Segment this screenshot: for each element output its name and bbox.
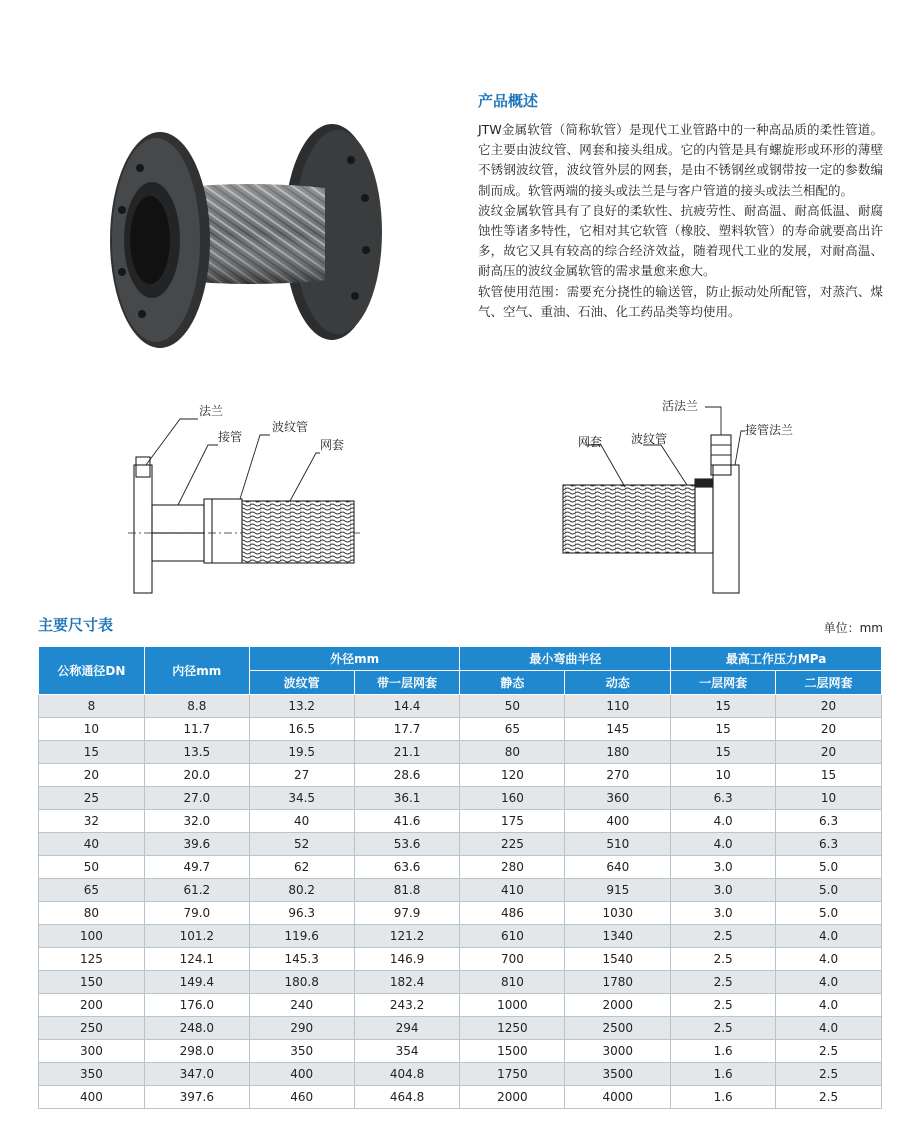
table-cell: 1.6: [671, 1063, 776, 1086]
table-cell: 200: [39, 994, 145, 1017]
table-cell: 4.0: [776, 994, 882, 1017]
table-cell: 225: [460, 833, 565, 856]
table-cell: 53.6: [354, 833, 460, 856]
header-pressure-one: 一层网套: [671, 671, 776, 695]
table-cell: 250: [39, 1017, 145, 1040]
table-row: [39, 948, 882, 971]
label-flange: 法兰: [199, 404, 224, 418]
header-outer-diameter: 外径mm: [249, 647, 460, 671]
table-cell: 120: [460, 764, 565, 787]
table-cell: 146.9: [354, 948, 460, 971]
table-cell: 21.1: [354, 741, 460, 764]
table-cell: 1750: [460, 1063, 565, 1086]
spec-table: [38, 646, 882, 1109]
label-pipe: 接管: [218, 430, 243, 444]
table-cell: 150: [39, 971, 145, 994]
table-cell: 5.0: [776, 879, 882, 902]
table-cell: 36.1: [354, 787, 460, 810]
table-cell: 700: [460, 948, 565, 971]
table-cell: 4.0: [671, 833, 776, 856]
table-cell: 3.0: [671, 902, 776, 925]
table-cell: 3500: [565, 1063, 671, 1086]
table-cell: 145: [565, 718, 671, 741]
table-cell: 10: [671, 764, 776, 787]
table-cell: 14.4: [354, 695, 460, 718]
table-cell: 20.0: [144, 764, 249, 787]
label-bellows-right: 波纹管: [631, 432, 668, 446]
table-cell: 397.6: [144, 1086, 249, 1109]
table-cell: 1000: [460, 994, 565, 1017]
table-cell: 4.0: [671, 810, 776, 833]
table-cell: 175: [460, 810, 565, 833]
table-cell: 2.5: [776, 1040, 882, 1063]
table-cell: 96.3: [249, 902, 354, 925]
table-cell: 61.2: [144, 879, 249, 902]
table-cell: 20: [39, 764, 145, 787]
table-cell: 50: [39, 856, 145, 879]
table-cell: 19.5: [249, 741, 354, 764]
spec-table-body: [39, 695, 882, 1109]
table-row: [39, 994, 882, 1017]
table-cell: 32: [39, 810, 145, 833]
table-cell: 510: [565, 833, 671, 856]
table-cell: 460: [249, 1086, 354, 1109]
table-cell: 350: [249, 1040, 354, 1063]
table-cell: 15: [39, 741, 145, 764]
table-cell: 1.6: [671, 1086, 776, 1109]
table-row: [39, 925, 882, 948]
table-cell: 40: [249, 810, 354, 833]
table-cell: 10: [39, 718, 145, 741]
table-cell: 3.0: [671, 856, 776, 879]
table-cell: 40: [39, 833, 145, 856]
table-cell: 100: [39, 925, 145, 948]
table-cell: 176.0: [144, 994, 249, 1017]
table-cell: 4.0: [776, 971, 882, 994]
table-cell: 270: [565, 764, 671, 787]
table-cell: 4000: [565, 1086, 671, 1109]
table-cell: 34.5: [249, 787, 354, 810]
table-cell: 2.5: [671, 1017, 776, 1040]
overview-title: 产品概述: [478, 92, 539, 110]
table-cell: 20: [776, 718, 882, 741]
label-braid-right: 网套: [578, 435, 603, 449]
table-cell: 354: [354, 1040, 460, 1063]
table-cell: 240: [249, 994, 354, 1017]
table-row: [39, 1086, 882, 1109]
table-cell: 1540: [565, 948, 671, 971]
table-cell: 63.6: [354, 856, 460, 879]
table-cell: 6.3: [776, 833, 882, 856]
table-cell: 360: [565, 787, 671, 810]
unit-label: 单位：mm: [823, 621, 883, 635]
table-cell: 27: [249, 764, 354, 787]
table-cell: 20: [776, 695, 882, 718]
table-cell: 15: [671, 695, 776, 718]
table-cell: 20: [776, 741, 882, 764]
table-cell: 121.2: [354, 925, 460, 948]
table-cell: 13.5: [144, 741, 249, 764]
table-cell: 149.4: [144, 971, 249, 994]
table-row: [39, 833, 882, 856]
table-cell: 8: [39, 695, 145, 718]
product-photo: [100, 110, 390, 350]
table-cell: 4.0: [776, 948, 882, 971]
table-cell: 65: [39, 879, 145, 902]
table-cell: 2500: [565, 1017, 671, 1040]
table-row: [39, 718, 882, 741]
structure-diagram-left: [120, 395, 370, 605]
table-cell: 400: [249, 1063, 354, 1086]
table-row: [39, 764, 882, 787]
header-dn: 公称通径DN: [39, 647, 145, 695]
table-cell: 119.6: [249, 925, 354, 948]
table-cell: 13.2: [249, 695, 354, 718]
structure-diagram-right: [555, 395, 755, 605]
table-cell: 160: [460, 787, 565, 810]
table-cell: 610: [460, 925, 565, 948]
table-cell: 41.6: [354, 810, 460, 833]
table-cell: 65: [460, 718, 565, 741]
table-cell: 2.5: [671, 994, 776, 1017]
header-bend-dynamic: 动态: [565, 671, 671, 695]
table-cell: 4.0: [776, 925, 882, 948]
table-cell: 1.6: [671, 1040, 776, 1063]
header-bend-radius: 最小弯曲半径: [460, 647, 671, 671]
table-cell: 294: [354, 1017, 460, 1040]
table-cell: 3000: [565, 1040, 671, 1063]
table-cell: 400: [565, 810, 671, 833]
table-cell: 16.5: [249, 718, 354, 741]
table-cell: 2.5: [671, 971, 776, 994]
table-cell: 6.3: [776, 810, 882, 833]
table-row: [39, 787, 882, 810]
table-row: [39, 856, 882, 879]
table-row: [39, 1063, 882, 1086]
table-cell: 25: [39, 787, 145, 810]
table-cell: 1340: [565, 925, 671, 948]
table-cell: 39.6: [144, 833, 249, 856]
table-cell: 350: [39, 1063, 145, 1086]
table-cell: 915: [565, 879, 671, 902]
table-cell: 2.5: [776, 1086, 882, 1109]
table-cell: 15: [776, 764, 882, 787]
label-loose-flange: 活法兰: [662, 399, 699, 413]
table-cell: 1500: [460, 1040, 565, 1063]
header-outer-braid: 带一层网套: [354, 671, 460, 695]
table-cell: 810: [460, 971, 565, 994]
table-cell: 486: [460, 902, 565, 925]
table-cell: 640: [565, 856, 671, 879]
table-cell: 11.7: [144, 718, 249, 741]
label-pipe-flange: 接管法兰: [745, 423, 794, 437]
table-row: [39, 695, 882, 718]
table-cell: 27.0: [144, 787, 249, 810]
label-braid: 网套: [320, 438, 345, 452]
table-cell: 8.8: [144, 695, 249, 718]
table-cell: 1250: [460, 1017, 565, 1040]
table-cell: 290: [249, 1017, 354, 1040]
table-cell: 49.7: [144, 856, 249, 879]
table-title: 主要尺寸表: [38, 616, 114, 634]
table-cell: 110: [565, 695, 671, 718]
header-inner-diameter: 内径mm: [144, 647, 249, 695]
table-cell: 97.9: [354, 902, 460, 925]
table-cell: 80: [460, 741, 565, 764]
table-cell: 28.6: [354, 764, 460, 787]
table-cell: 6.3: [671, 787, 776, 810]
table-cell: 2.5: [671, 948, 776, 971]
table-cell: 79.0: [144, 902, 249, 925]
overview-paragraph: 软管使用范围：需要充分挠性的输送管，防止振动处所配管，对蒸汽、煤气、空气、重油、石油、化工药品类等均使用。: [478, 283, 883, 319]
table-cell: 15: [671, 741, 776, 764]
table-cell: 101.2: [144, 925, 249, 948]
table-cell: 124.1: [144, 948, 249, 971]
table-cell: 180: [565, 741, 671, 764]
table-cell: 2000: [460, 1086, 565, 1109]
overview-paragraph: 波纹金属软管具有了良好的柔软性、抗疲劳性、耐高温、耐高低温、耐腐蚀性等诸多特性，它相对其它软管（橡胶、塑料软管）的寿命就要高出许多，故它又具有较高的综合经济效益，随着现代工业的发展，对耐高温、耐高压的波纹金属软管的需求量愈来愈大。: [478, 202, 883, 279]
header-outer-bellows: 波纹管: [249, 671, 354, 695]
header-max-pressure: 最高工作压力MPa: [671, 647, 882, 671]
table-row: [39, 741, 882, 764]
label-bellows: 波纹管: [272, 420, 309, 434]
table-cell: 243.2: [354, 994, 460, 1017]
table-cell: 145.3: [249, 948, 354, 971]
table-cell: 180.8: [249, 971, 354, 994]
table-cell: 80.2: [249, 879, 354, 902]
table-cell: 62: [249, 856, 354, 879]
table-cell: 182.4: [354, 971, 460, 994]
table-row: [39, 902, 882, 925]
table-cell: 248.0: [144, 1017, 249, 1040]
table-cell: 81.8: [354, 879, 460, 902]
table-cell: 4.0: [776, 1017, 882, 1040]
table-row: [39, 879, 882, 902]
table-cell: 2000: [565, 994, 671, 1017]
header-pressure-two: 二层网套: [776, 671, 882, 695]
table-cell: 80: [39, 902, 145, 925]
table-cell: 404.8: [354, 1063, 460, 1086]
table-cell: 32.0: [144, 810, 249, 833]
table-cell: 2.5: [776, 1063, 882, 1086]
table-cell: 5.0: [776, 902, 882, 925]
table-cell: 52: [249, 833, 354, 856]
overview-text: [478, 120, 883, 322]
table-cell: 347.0: [144, 1063, 249, 1086]
table-cell: 2.5: [671, 925, 776, 948]
overview-paragraph: JTW金属软管（简称软管）是现代工业管路中的一种高品质的柔性管道。它主要由波纹管、网套和接头组成。它的内管是具有螺旋形或环形的薄壁不锈钢波纹管，波纹管外层的网套，是由不锈钢丝或钢带按一定的参数编制而成。软管两端的接头或法兰是与客户管道的接头或法兰相配的。: [478, 122, 883, 198]
table-cell: 1030: [565, 902, 671, 925]
table-row: [39, 1040, 882, 1063]
table-cell: 125: [39, 948, 145, 971]
table-cell: 1780: [565, 971, 671, 994]
table-cell: 5.0: [776, 856, 882, 879]
table-row: [39, 1017, 882, 1040]
table-cell: 464.8: [354, 1086, 460, 1109]
table-row: [39, 971, 882, 994]
table-cell: 50: [460, 695, 565, 718]
table-cell: 3.0: [671, 879, 776, 902]
table-cell: 10: [776, 787, 882, 810]
table-cell: 280: [460, 856, 565, 879]
header-bend-static: 静态: [460, 671, 565, 695]
table-cell: 298.0: [144, 1040, 249, 1063]
table-cell: 15: [671, 718, 776, 741]
table-cell: 400: [39, 1086, 145, 1109]
table-cell: 300: [39, 1040, 145, 1063]
table-row: [39, 810, 882, 833]
table-cell: 410: [460, 879, 565, 902]
table-cell: 17.7: [354, 718, 460, 741]
